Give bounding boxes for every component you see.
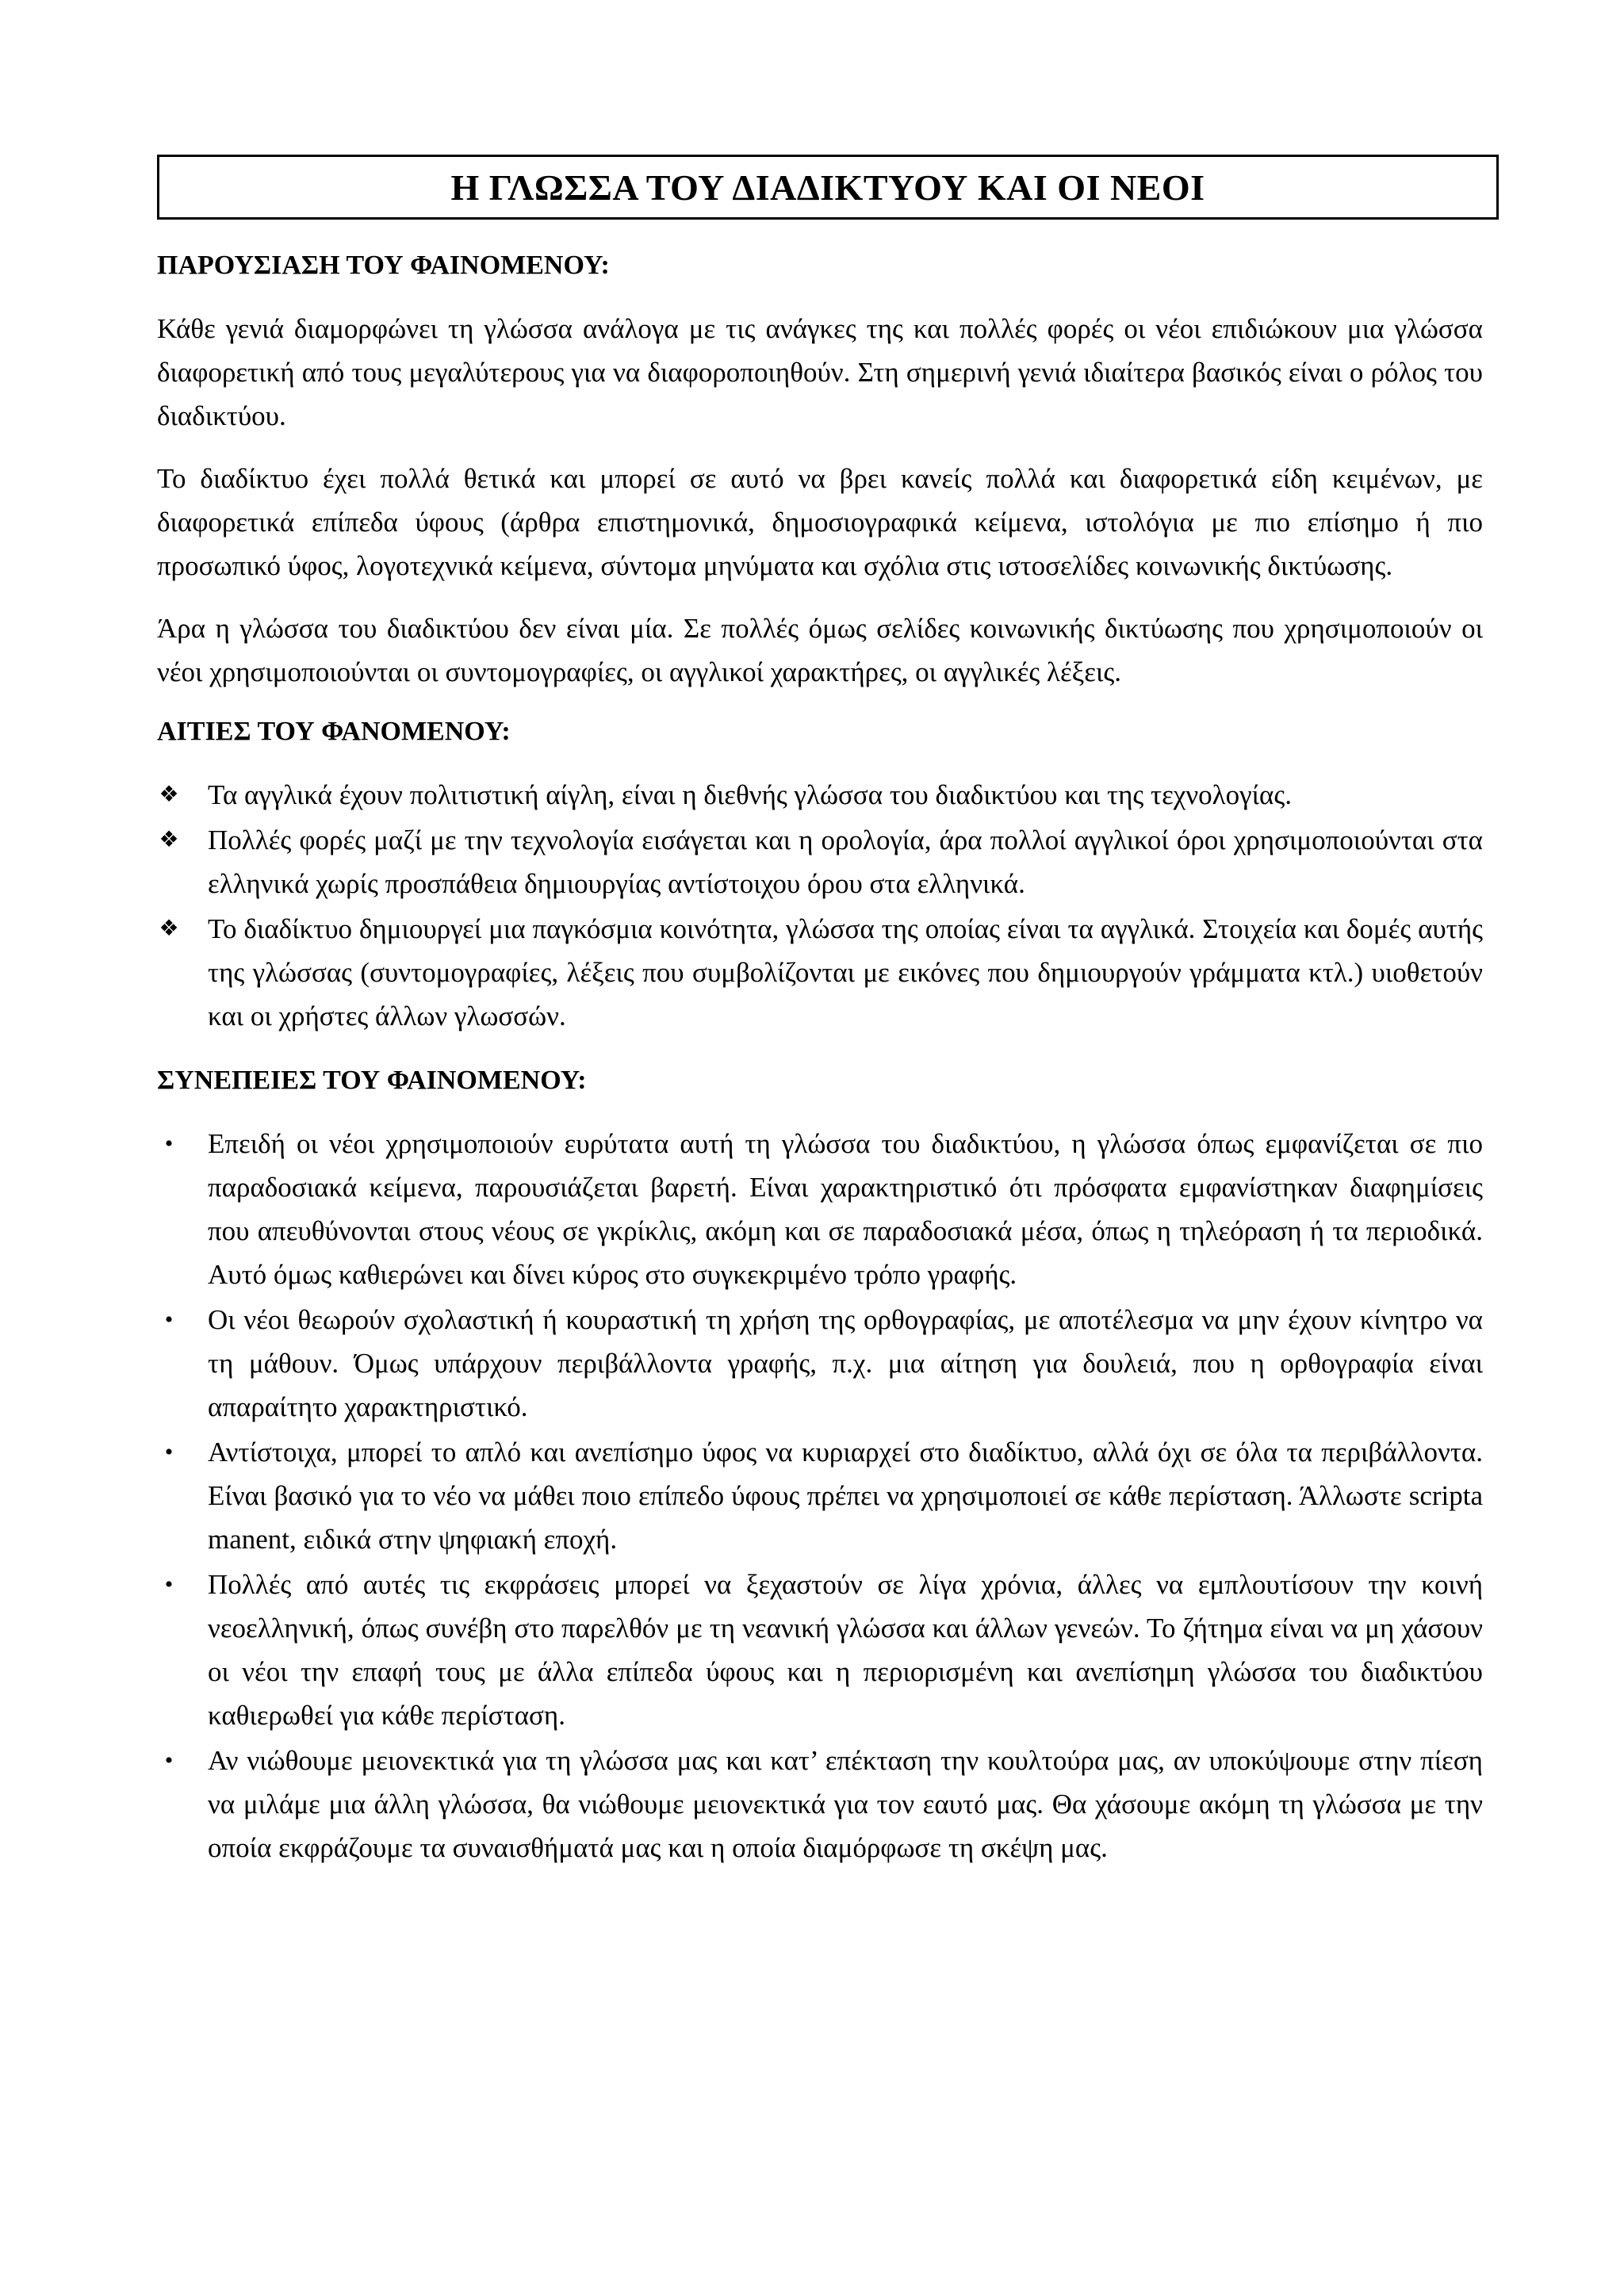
list-item-text: Τα αγγλικά έχουν πολιτιστική αίγλη, είναι η διεθνής γλώσσα του διαδικτύου και της τεχνολογίας. — [208, 779, 1292, 810]
list-item — [157, 907, 1483, 1038]
list-item-text: Αντίστοιχα, μπορεί το απλό και ανεπίσημο ύφος να κυριαρχεί στο διαδίκτυο, αλλά όχι σε όλα τα περιβάλλοντα. Είναι βασικό για το νέο να μάθει ποιο επίπεδο ύφους πρέπει να χρησιμοποιεί σε κάθε περίσταση. Άλλωστε scripta manent, ειδικά στην ψηφιακή εποχή. — [208, 1437, 1483, 1555]
list-item-text: Πολλές φορές μαζί με την τεχνολογία εισάγεται και η ορολογία, άρα πολλοί αγγλικοί όροι χρησιμοποιούνται στα ελληνικά χωρίς προσπάθεια δημιουργίας αντίστοιχου όρου στα ελληνικά. — [208, 825, 1483, 899]
consequences-list — [157, 1122, 1483, 1869]
dot-bullet-icon: • — [164, 1747, 174, 1774]
document-title: Η ΓΛΩΣΣΑ ΤΟΥ ΔΙΑΔΙΚΤΥΟΥ ΚΑΙ ΟΙ ΝΕΟΙ — [157, 155, 1499, 220]
section-heading-causes: ΑΙΤΙΕΣ ΤΟΥ ΦΑΝΟΜΕΝΟΥ: — [157, 717, 511, 746]
list-item-text: Πολλές από αυτές τις εκφράσεις μπορεί να ξεχαστούν σε λίγα χρόνια, άλλες να εμπλουτίσουν την κοινή νεοελληνική, όπως συνέβη στο παρελθόν με τη νεανική γλώσσα και άλλων γενεών. Το ζήτημα είναι να μη χάσουν οι νέοι την επαφή τους με άλλα επίπεδα ύφους και η περιορισμένη και ανεπίσημη γλώσσα του διαδικτύου καθιερωθεί για κάθε περίσταση. — [208, 1569, 1483, 1731]
list-item — [157, 1430, 1483, 1561]
list-item — [157, 1563, 1483, 1737]
diamond-bullet-icon: ❖ — [159, 916, 179, 941]
list-item — [157, 773, 1483, 817]
list-item — [157, 1122, 1483, 1296]
section-heading-consequences: ΣΥΝΕΠΕΙΕΣ ΤΟΥ ΦΑΙΝΟΜΕΝΟΥ: — [157, 1066, 587, 1095]
list-item — [157, 818, 1483, 905]
section-heading-presentation: ΠΑΡΟΥΣΙΑΣΗ ΤΟΥ ΦΑΙΝΟΜΕΝΟΥ: — [157, 251, 610, 280]
dot-bullet-icon: • — [164, 1439, 174, 1465]
diamond-bullet-icon: ❖ — [159, 783, 179, 807]
list-item-text: Το διαδίκτυο δημιουργεί μια παγκόσμια κοινότητα, γλώσσα της οποίας είναι τα αγγλικά. Στοιχεία και δομές αυτής της γλώσσας (συντομογραφίες, λέξεις που συμβολίζονται με εικόνες που δημιουργούν γράμματα κτλ.) υιοθετούν και οι χρήστες άλλων γλωσσών. — [208, 913, 1483, 1031]
list-item — [157, 1739, 1483, 1869]
list-item-text: Επειδή οι νέοι χρησιμοποιούν ευρύτατα αυτή τη γλώσσα του διαδικτύου, η γλώσσα όπως εμφανίζεται σε πιο παραδοσιακά κείμενα, παρουσιάζεται βαρετή. Είναι χαρακτηριστικό ότι πρόσφατα εμφανίστηκαν διαφημίσεις που απευθύνονται στους νέους σε γκρίκλις, ακόμη και σε παραδοσιακά μέσα, όπως η τηλεόραση ή τα περιοδικά. Αυτό όμως καθιερώνει και δίνει κύρος στο συγκεκριμένο τρόπο γραφής. — [208, 1128, 1483, 1290]
dot-bullet-icon: • — [164, 1131, 174, 1157]
dot-bullet-icon: • — [164, 1571, 174, 1598]
paragraph: Κάθε γενιά διαμορφώνει τη γλώσσα ανάλογα με τις ανάγκες της και πολλές φορές οι νέοι επιδιώκουν μια γλώσσα διαφορετική από τους μεγαλύτερους για να διαφοροποιηθούν. Στη σημερινή γενιά ιδιαίτερα βασικός είναι ο ρόλος του διαδικτύου. — [157, 313, 1483, 431]
causes-list — [157, 773, 1483, 1038]
document-page — [157, 155, 1483, 1888]
paragraph: Άρα η γλώσσα του διαδικτύου δεν είναι μία. Σε πολλές όμως σελίδες κοινωνικής δικτύωσης που χρησιμοποιούν οι νέοι χρησιμοποιούνται οι συντομογραφίες, οι αγγλικοί χαρακτήρες, οι αγγλικές λέξεις. — [157, 613, 1483, 687]
list-item — [157, 1298, 1483, 1429]
list-item-text: Αν νιώθουμε μειονεκτικά για τη γλώσσα μας και κατ’ επέκταση την κουλτούρα μας, αν υποκύψουμε στην πίεση να μιλάμε μια άλλη γλώσσα, θα νιώθουμε μειονεκτικά για τον εαυτό μας. Θα χάσουμε ακόμη τη γλώσσα με την οποία εκφράζουμε τα συναισθήματά μας και η οποία διαμόρφωσε τη σκέψη μας. — [208, 1745, 1483, 1863]
diamond-bullet-icon: ❖ — [159, 828, 179, 852]
list-item-text: Οι νέοι θεωρούν σχολαστική ή κουραστική τη χρήση της ορθογραφίας, με αποτέλεσμα να μην έχουν κίνητρο να τη μάθουν. Όμως υπάρχουν περιβάλλοντα γραφής, π.χ. μια αίτηση για δουλειά, που η ορθογραφία είναι απαραίτητο χαρακτηριστικό. — [208, 1304, 1483, 1422]
paragraph: Το διαδίκτυο έχει πολλά θετικά και μπορεί σε αυτό να βρει κανείς πολλά και διαφορετικά είδη κειμένων, με διαφορετικά επίπεδα ύφους (άρθρα επιστημονικά, δημοσιογραφικά κείμενα, ιστολόγια με πιο επίσημο ή πιο προσωπικό ύφος, λογοτεχνικά κείμενα, σύντομα μηνύματα και σχόλια στις ιστοσελίδες κοινωνικής δικτύωσης. — [157, 463, 1483, 581]
dot-bullet-icon: • — [164, 1307, 174, 1333]
